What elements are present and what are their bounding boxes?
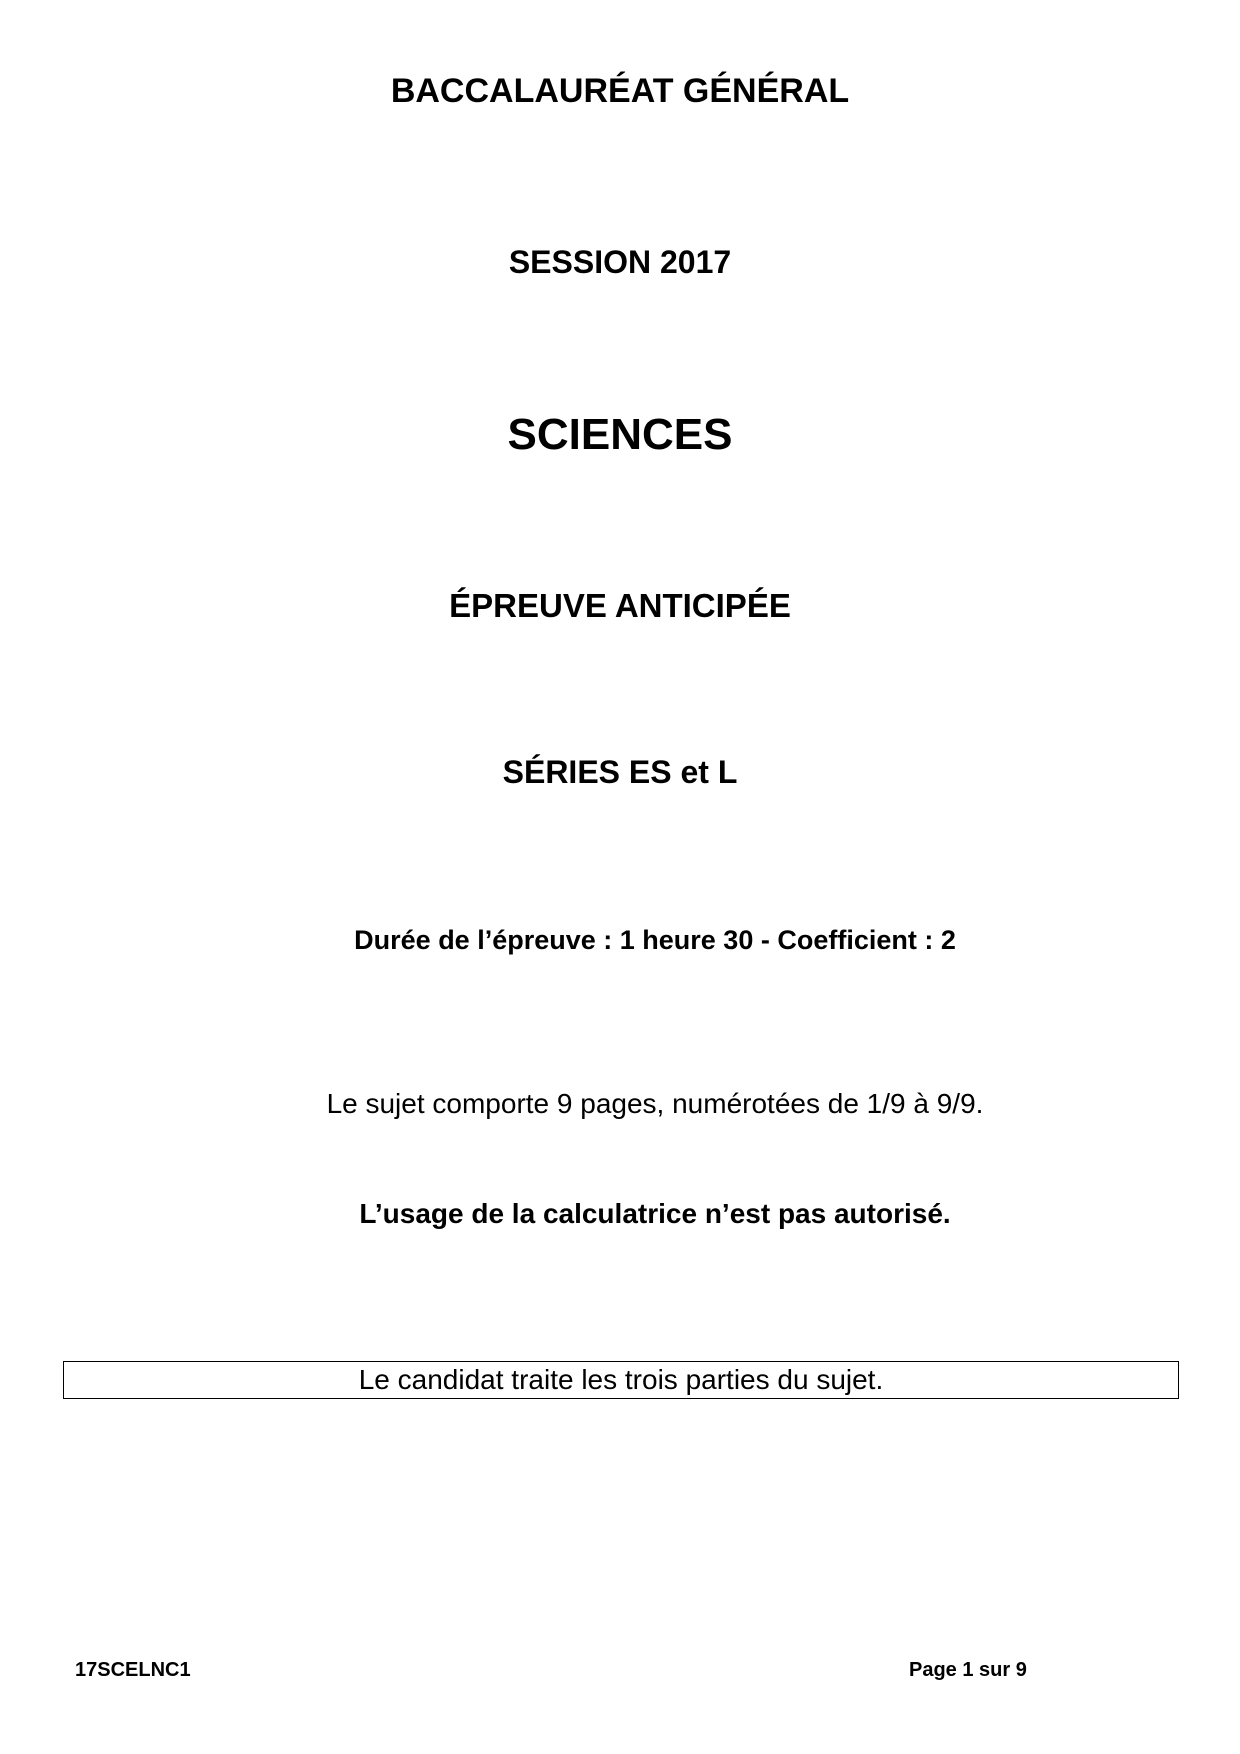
subject-heading: SCIENCES [507,410,733,459]
document-code: 17SCELNC1 [75,1659,191,1681]
series-heading: SÉRIES ES et L [502,754,738,790]
duration-coefficient: Durée de l’épreuve : 1 heure 30 - Coefficient : 2 [354,925,956,955]
session-heading: SESSION 2017 [508,244,732,280]
calculator-note: L’usage de la calculatrice n’est pas autorisé. [359,1198,951,1229]
exam-type-heading: ÉPREUVE ANTICIPÉE [449,587,791,624]
instruction-text: Le candidat traite les trois parties du sujet. [358,1364,884,1395]
page-number: Page 1 sur 9 [909,1659,1027,1681]
exam-title: BACCALAURÉAT GÉNÉRAL [390,72,850,110]
pages-info: Le sujet comporte 9 pages, numérotées de 1/9 à 9/9. [326,1088,984,1119]
